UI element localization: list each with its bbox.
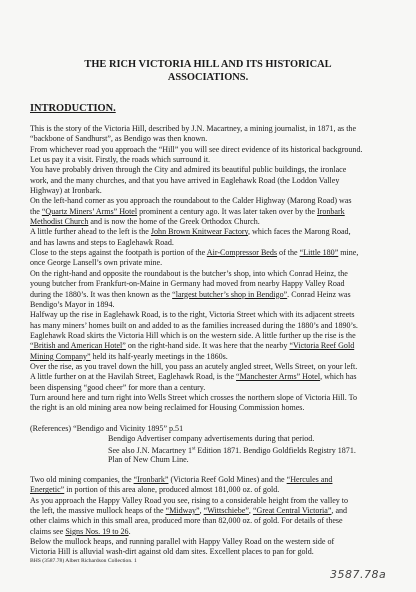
body-text: held its half-yearly meetings in the 1860s. bbox=[90, 351, 228, 361]
body-line bbox=[30, 321, 398, 331]
body-text: Bendigo’s Mayor in 1894. bbox=[30, 299, 115, 309]
body-line bbox=[30, 310, 398, 320]
underlined-text: “Great Central Victoria” bbox=[252, 506, 332, 516]
body-line bbox=[30, 196, 398, 206]
body-line bbox=[30, 424, 398, 434]
body-text: and has lawns and steps to Eaglehawk Road. bbox=[30, 237, 174, 247]
underlined-text: “Ironbark” bbox=[133, 475, 169, 484]
underlined-text: John Brown Knitwear Factory bbox=[150, 227, 249, 237]
body-text: , which faces the Marong Road, bbox=[248, 227, 351, 237]
body-text: in portion of this area alone, produced almost 181,000 oz. of gold. bbox=[64, 485, 280, 495]
body-line bbox=[30, 290, 398, 300]
body-text: during the 1880’s. It was then known as the bbox=[30, 289, 173, 299]
body-text: , and bbox=[331, 506, 348, 516]
body-line bbox=[30, 393, 398, 403]
body-line bbox=[30, 341, 398, 351]
body-line bbox=[30, 176, 398, 186]
underlined-text: “largest butcher’s shop in Bendigo” bbox=[172, 289, 288, 299]
body-line bbox=[30, 238, 398, 248]
body-line bbox=[30, 475, 398, 485]
body-line bbox=[30, 527, 398, 537]
body-text: on the right-hand side. It was here that the nearby bbox=[125, 341, 290, 351]
body-text: work, and the many churches, and that you have arrived in Eaglehawk Road (the Loddon Valley bbox=[30, 175, 340, 185]
body-line bbox=[30, 331, 398, 341]
body-line bbox=[30, 403, 398, 413]
body-line bbox=[30, 124, 398, 134]
body-text: once George Lansell’s own private mine. bbox=[30, 258, 163, 268]
paragraph-gap bbox=[30, 465, 398, 475]
body-line bbox=[30, 145, 398, 155]
body-text: Let us pay it a visit. Firstly, the roads which surround it. bbox=[30, 155, 211, 165]
underlined-text: “Hercules and bbox=[286, 475, 333, 484]
body-text: “backbone of Sandhurst”, as Bendigo was then known. bbox=[30, 134, 208, 144]
body-line bbox=[30, 300, 398, 310]
underlined-text: “Little 180” bbox=[299, 248, 339, 258]
body-line bbox=[30, 383, 398, 393]
underlined-text: Air-Compressor Beds bbox=[206, 248, 278, 258]
body-text: A little further on at the Havilah Street, Eaglehawk Road, is the bbox=[30, 372, 237, 382]
body-line bbox=[30, 444, 398, 454]
body-text: . Conrad Heinz was bbox=[287, 289, 351, 299]
body-line bbox=[30, 279, 398, 289]
underlined-text: Signs Nos. 19 to 26 bbox=[65, 526, 129, 536]
body-text: been dispensing “good cheer” for more than a century. bbox=[30, 382, 206, 392]
body-text: Bendigo Advertiser company advertisements during that period. bbox=[108, 433, 315, 443]
body-line bbox=[30, 227, 398, 237]
underlined-text: “British and American Hotel” bbox=[30, 341, 126, 351]
body-text: (References) “Bendigo and Vicinity 1895” p.51 bbox=[30, 423, 184, 433]
body-text: A little further ahead to the left is the bbox=[30, 227, 151, 237]
body-text: the left, the massive mullock heaps of the bbox=[30, 506, 166, 516]
body-line bbox=[30, 352, 398, 362]
body-text: claims see bbox=[30, 526, 66, 536]
underlined-text: Mining Company” bbox=[30, 351, 91, 361]
body-line bbox=[30, 155, 398, 165]
document-title-line-2: ASSOCIATIONS. bbox=[167, 72, 249, 83]
body-line bbox=[30, 362, 398, 372]
body-text: You have probably driven through the City and admired its beautiful public buildings, the ironlace bbox=[30, 165, 347, 175]
body-text: mine, bbox=[338, 248, 359, 258]
body-text: of the bbox=[277, 248, 300, 258]
underlined-text: Energetic” bbox=[30, 485, 65, 495]
body-text: This is the story of the Victoria Hill, described by J.N. Macartney, a mining journalist, in 1871, as the bbox=[30, 124, 357, 133]
body-text: From whichever road you approach the “Hill” you will see direct evidence of its historical background. bbox=[30, 144, 363, 154]
body-line bbox=[30, 269, 398, 279]
body-text: Halfway up the rise in Eaglehawk Road, is to the right, Victoria Street which with its adjacent streets bbox=[30, 310, 355, 320]
page-footer: BHS (3587.78) Albert Richardson Collection. 1 bbox=[30, 558, 137, 564]
underlined-text: Methodist Church bbox=[30, 217, 89, 227]
body-line bbox=[30, 217, 398, 227]
body-text: Two old mining companies, the bbox=[30, 475, 134, 484]
body-text: Close to the steps against the footpath is portion of the bbox=[30, 248, 207, 258]
body-text: the right is an old mining area now being reclaimed for Housing Commission homes. bbox=[30, 403, 305, 413]
underlined-text: Ironbark bbox=[316, 206, 345, 216]
body-text: On the right-hand and opposite the roundabout is the butcher’s shop, into which Conrad Heinz, the bbox=[30, 268, 348, 278]
underlined-text: “Midway” bbox=[165, 506, 200, 516]
underlined-text: “Quartz Miners’ Arms” Hotel bbox=[41, 206, 138, 216]
handwritten-catalogue-number: 3587.78a bbox=[330, 568, 387, 581]
body-text: (Victoria Reef Gold Mines) and the bbox=[168, 475, 287, 484]
body-line bbox=[30, 134, 398, 144]
underlined-text: “Manchester Arms” Hotel bbox=[236, 372, 321, 382]
body-text: Plan of New Chum Line. bbox=[108, 454, 189, 464]
body-line bbox=[30, 547, 398, 557]
body-line bbox=[30, 455, 398, 465]
body-text: Turn around here and turn right into Wells Street which crosses the northern slope of Victoria Hill. To bbox=[30, 392, 357, 402]
body-text: On the left-hand corner as you approach the roundabout to the Calder Highway (Marong Road) was bbox=[30, 196, 352, 206]
body-line bbox=[30, 506, 398, 516]
body-text: Below the mullock heaps, and running parallel with Happy Valley Road on the western side of bbox=[30, 537, 335, 547]
body-line bbox=[30, 372, 398, 382]
body-line bbox=[30, 485, 398, 495]
section-heading: INTRODUCTION. bbox=[30, 103, 116, 114]
body-text: , bbox=[248, 506, 253, 516]
body-line bbox=[30, 258, 398, 268]
body-text: , bbox=[199, 506, 204, 516]
body-text: young butcher from Frankfurt-on-Maine in Germany had moved from nearby Happy Valley Road bbox=[30, 279, 345, 289]
body-text: Victoria Hill is alluvial wash-dirt against old dam sites. Excellent places to pan for gold. bbox=[30, 547, 314, 557]
underlined-text: “Wittschiebe” bbox=[203, 506, 249, 516]
body-text: Highway) at Ironbark. bbox=[30, 186, 102, 196]
body-text: prominent a century ago. It was later taken over by the bbox=[137, 206, 317, 216]
body-text: Over the rise, as you travel down the hill, you pass an acutely angled street, Wells Street, on your left. bbox=[30, 361, 358, 371]
body-line bbox=[30, 537, 398, 547]
superscript: st bbox=[192, 446, 196, 452]
paragraph-gap bbox=[30, 414, 398, 424]
body-text: other claims which in this small area, produced more than 82,000 oz. of gold. For details of these bbox=[30, 516, 343, 526]
body-line bbox=[30, 496, 398, 506]
body-line bbox=[30, 516, 398, 526]
body-text: Eaglehawk Road skirts the Victoria Hill which is on the western side. A little further up the rise is the bbox=[30, 330, 356, 340]
body-text: As you approach the Happy Valley Road you see, rising to a considerable height from the valley to bbox=[30, 495, 349, 505]
body-line bbox=[30, 207, 398, 217]
body-line bbox=[30, 165, 398, 175]
body-text: . bbox=[128, 526, 131, 536]
body-line bbox=[30, 186, 398, 196]
document-title-line-1: THE RICH VICTORIA HILL AND ITS HISTORICAL bbox=[84, 59, 332, 70]
body-line bbox=[30, 248, 398, 258]
body-text: and is now the home of the Greek Orthodox Church. bbox=[88, 217, 260, 227]
body-text: See also J.N. Macartney 1st Edition 1871. Bendigo Goldfields Registry 1871. bbox=[108, 445, 356, 455]
body-text: has many miners’ homes built on and added to as the families increased during the 1880’s and 1890’s. bbox=[30, 320, 358, 330]
body-text: the bbox=[30, 206, 42, 216]
body-text: , which has bbox=[320, 372, 357, 382]
body-line bbox=[30, 434, 398, 444]
underlined-text: “Victoria Reef Gold bbox=[289, 341, 355, 351]
document-body bbox=[30, 124, 398, 558]
